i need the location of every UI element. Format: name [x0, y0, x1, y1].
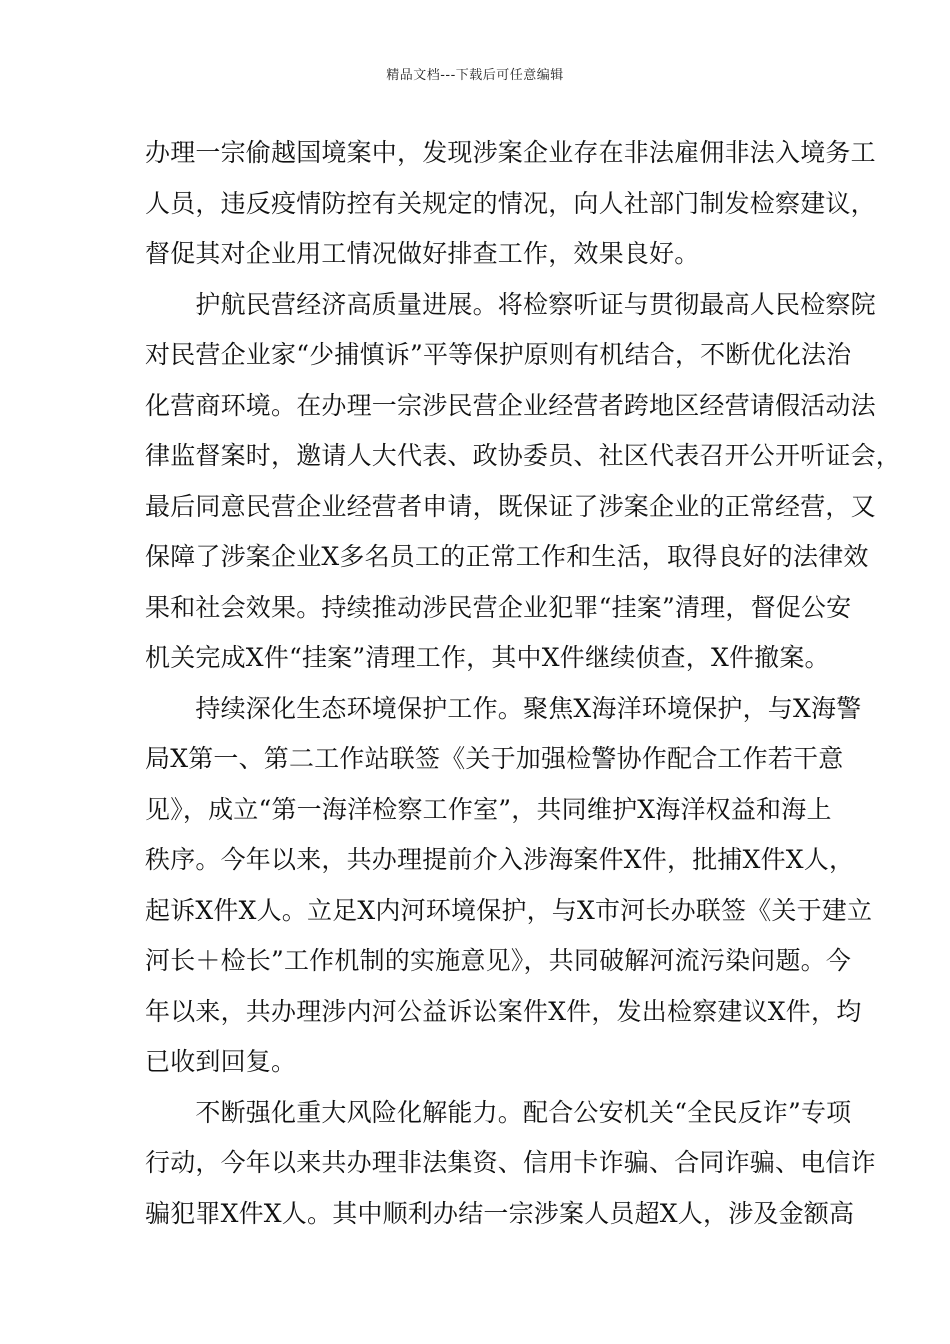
text-line: 督促其对企业用工情况做好排查工作，效果良好。	[145, 239, 700, 268]
text-line: 办理一宗偷越国境案中，发现涉案企业存在非法雇佣非法入境务工	[145, 138, 876, 167]
text-line: 局X第一、第二工作站联签《关于加强检警协作配合工作若干意	[145, 744, 844, 773]
text-line: 化营商环境。在办理一宗涉民营企业经营者跨地区经营请假活动法	[145, 390, 876, 420]
text-line: 果和社会效果。持续推动涉民营企业犯罪“挂案”清理，督促公安	[145, 592, 852, 622]
text-line: 律监督案时，邀请人大代表、政协委员、社区代表召开公开听证会，	[145, 441, 902, 470]
paragraph-3	[145, 684, 873, 1088]
text-line: 已收到回复。	[145, 1047, 297, 1076]
paragraph-4	[145, 1088, 876, 1240]
text-line: 不断强化重大风险化解能力。配合公安机关“全民反诈”专项	[145, 1097, 852, 1127]
text-line: 河长＋检长”工作机制的实施意见》，共同破解河流污染问题。今	[145, 946, 852, 975]
text-line: 见》，成立“第一海洋检察工作室”，共同维护X海洋权益和海上	[145, 794, 832, 824]
text-line: 保障了涉案企业X多名员工的正常工作和生活，取得良好的法律效	[145, 542, 869, 571]
text-line: 秩序。今年以来，共办理提前介入涉海案件X件，批捕X件X人，	[145, 845, 855, 874]
text-line: 机关完成X件“挂案”清理工作，其中X件继续侦查，X件撤案。	[145, 643, 830, 672]
text-line: 护航民营经济高质量进展。将检察听证与贯彻最高人民检察院	[145, 289, 876, 319]
paragraph-1	[145, 128, 876, 280]
paragraph-2	[145, 280, 902, 684]
text-line: 人员，违反疫情防控有关规定的情况，向人社部门制发检察建议，	[145, 188, 876, 218]
page-header: 精品文档---下载后可任意编辑	[386, 68, 564, 83]
text-line: 最后同意民营企业经营者申请，既保证了涉案企业的正常经营，又	[145, 491, 876, 521]
text-line: 骗犯罪X件X人。其中顺利办结一宗涉案人员超X人，涉及金额高	[145, 1198, 855, 1228]
text-line: 行动，今年以来共办理非法集资、信用卡诈骗、合同诈骗、电信诈	[145, 1148, 876, 1177]
document-body	[145, 128, 902, 1239]
text-line: 年以来，共办理涉内河公益诉讼案件X件，发出检察建议X件，均	[145, 996, 862, 1026]
text-line: 对民营企业家“少捕慎诉”平等保护原则有机结合，不断优化法治	[145, 340, 852, 369]
text-line: 起诉X件X人。立足X内河环境保护，与X市河长办联签《关于建立	[145, 895, 873, 925]
text-line: 持续深化生态环境保护工作。聚焦X海洋环境保护，与X海警	[145, 693, 862, 723]
